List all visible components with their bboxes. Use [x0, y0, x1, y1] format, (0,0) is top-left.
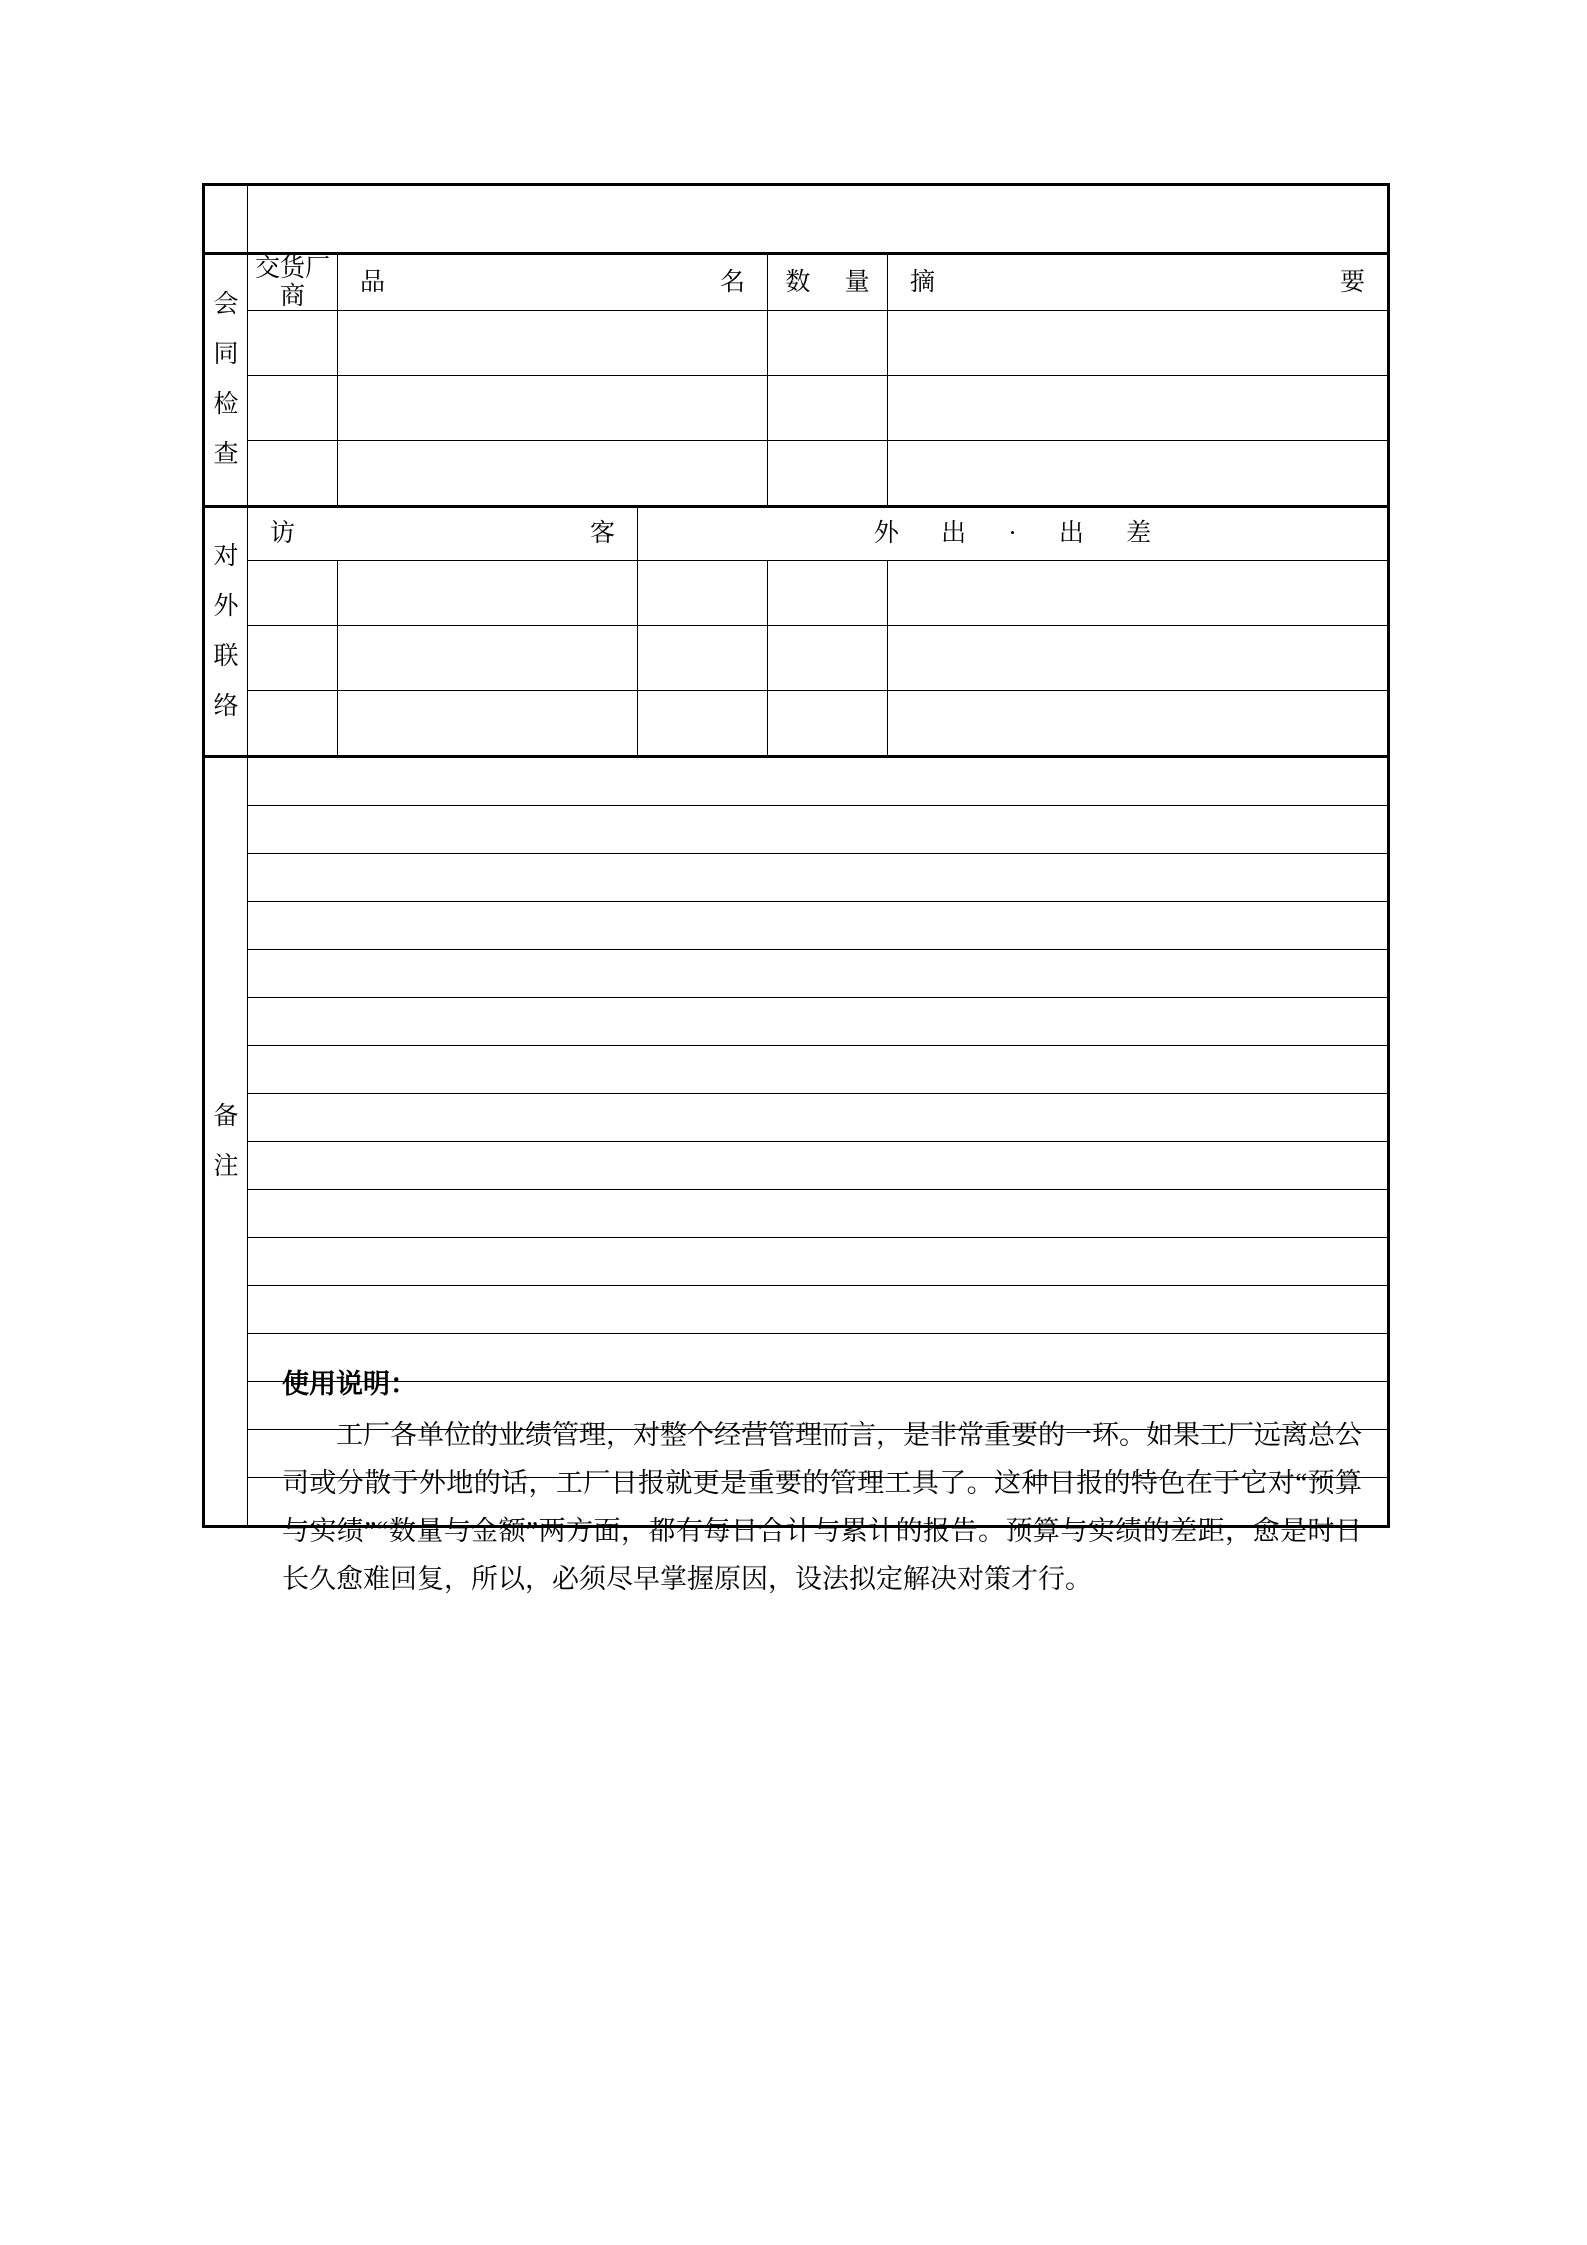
cell-outing-b[interactable]: [768, 626, 888, 691]
form-table: [202, 183, 1390, 1528]
cell-outing-c[interactable]: [888, 626, 1389, 691]
form-table-body: [204, 185, 1389, 1527]
vlabel-char: 检: [213, 391, 239, 418]
remarks-row: [204, 1046, 1389, 1094]
cell-remarks[interactable]: [248, 902, 1389, 950]
header-product-name-left: 品: [360, 268, 386, 296]
vlabel-char: 备: [213, 1102, 239, 1130]
remarks-row: [204, 757, 1389, 806]
contract-check-row: [204, 376, 1389, 441]
contract-check-row: [204, 311, 1389, 376]
cell-quantity[interactable]: [768, 311, 888, 376]
cell-outing-b[interactable]: [768, 691, 888, 757]
header-visitor: [248, 507, 638, 561]
cell-outing-a[interactable]: [638, 626, 768, 691]
cell-remarks[interactable]: [248, 1142, 1389, 1190]
cell-visitor-b[interactable]: [338, 691, 638, 757]
cell-summary[interactable]: [888, 441, 1389, 507]
header-summary-right: 要: [1340, 268, 1366, 296]
cell-outing-c[interactable]: [888, 691, 1389, 757]
header-summary-left: 摘: [910, 268, 936, 296]
top-blank-left-cell: [204, 185, 248, 254]
cell-remarks[interactable]: [248, 1046, 1389, 1094]
cell-remarks[interactable]: [248, 806, 1389, 854]
vlabel-char: 外: [213, 592, 239, 620]
cell-visitor-a[interactable]: [248, 561, 338, 626]
remarks-row: [204, 950, 1389, 998]
cell-visitor-b[interactable]: [338, 626, 638, 691]
cell-visitor-b[interactable]: [338, 561, 638, 626]
cell-product-name[interactable]: [338, 311, 768, 376]
header-supplier: 交货厂商: [248, 254, 338, 311]
instructions-title: 使用说明：: [282, 1369, 417, 1399]
cell-quantity[interactable]: [768, 441, 888, 507]
cell-visitor-a[interactable]: [248, 691, 338, 757]
cell-remarks[interactable]: [248, 950, 1389, 998]
external-contact-row: [204, 626, 1389, 691]
cell-remarks[interactable]: [248, 854, 1389, 902]
header-outing-trip: 外 出 · 出 差: [638, 507, 1389, 561]
external-contact-header-row: [204, 507, 1389, 561]
section-label-contract-check: [204, 254, 248, 507]
cell-supplier[interactable]: [248, 311, 338, 376]
remarks-row: [204, 806, 1389, 854]
cell-remarks[interactable]: [248, 1190, 1389, 1238]
cell-remarks[interactable]: [248, 757, 1389, 806]
cell-summary[interactable]: [888, 311, 1389, 376]
cell-summary[interactable]: [888, 376, 1389, 441]
top-blank-row: [204, 185, 1389, 254]
vlabel-char: 查: [213, 441, 239, 468]
cell-visitor-a[interactable]: [248, 626, 338, 691]
vlabel-char: 会: [213, 291, 239, 318]
header-product-name-right: 名: [719, 268, 745, 296]
header-visitor-right: 客: [589, 520, 615, 548]
daily-report-form: [202, 183, 1387, 1528]
remarks-row: [204, 854, 1389, 902]
external-contact-row: [204, 561, 1389, 626]
header-product-name: [338, 254, 768, 311]
instructions-body: 工厂各单位的业绩管理，对整个经营管理而言，是非常重要的一环。如果工厂远离总公司或分散于外地的话，工厂日报就更是重要的管理工具了。这种日报的特色在于它对“预算与实绩”“数量与金额”两方面，都有每日合计与累计的报告。预算与实绩的差距，愈是时日长久愈难回复，所以，必须尽早掌握原因，设法拟定解决对策才行。: [282, 1419, 1362, 1594]
cell-product-name[interactable]: [338, 376, 768, 441]
remarks-row: [204, 1094, 1389, 1142]
header-summary: [888, 254, 1389, 311]
remarks-row: [204, 998, 1389, 1046]
cell-product-name[interactable]: [338, 441, 768, 507]
cell-supplier[interactable]: [248, 376, 338, 441]
cell-outing-a[interactable]: [638, 561, 768, 626]
external-contact-row: [204, 691, 1389, 757]
vlabel-char: 络: [213, 692, 239, 720]
remarks-row: [204, 1142, 1389, 1190]
cell-outing-b[interactable]: [768, 561, 888, 626]
header-quantity: 数 量: [768, 254, 888, 311]
cell-quantity[interactable]: [768, 376, 888, 441]
vlabel-char: 对: [213, 542, 239, 570]
top-blank-cell[interactable]: [248, 185, 1389, 254]
remarks-row: [204, 902, 1389, 950]
remarks-row: [204, 1190, 1389, 1238]
cell-remarks[interactable]: [248, 1286, 1389, 1334]
header-visitor-left: 访: [270, 520, 296, 548]
instructions-block: [282, 1364, 1362, 1603]
remarks-row: [204, 1286, 1389, 1334]
cell-outing-c[interactable]: [888, 561, 1389, 626]
cell-remarks[interactable]: [248, 1238, 1389, 1286]
cell-remarks[interactable]: [248, 998, 1389, 1046]
remarks-row: [204, 1238, 1389, 1286]
contract-check-header-row: [204, 254, 1389, 311]
section-label-external-contact: [204, 507, 248, 757]
contract-check-row: [204, 441, 1389, 507]
section-label-remarks: [204, 757, 248, 1527]
vlabel-char: 注: [213, 1152, 239, 1180]
vlabel-char: 联: [213, 642, 239, 670]
cell-remarks[interactable]: [248, 1094, 1389, 1142]
vlabel-char: 同: [213, 341, 239, 368]
cell-outing-a[interactable]: [638, 691, 768, 757]
cell-supplier[interactable]: [248, 441, 338, 507]
